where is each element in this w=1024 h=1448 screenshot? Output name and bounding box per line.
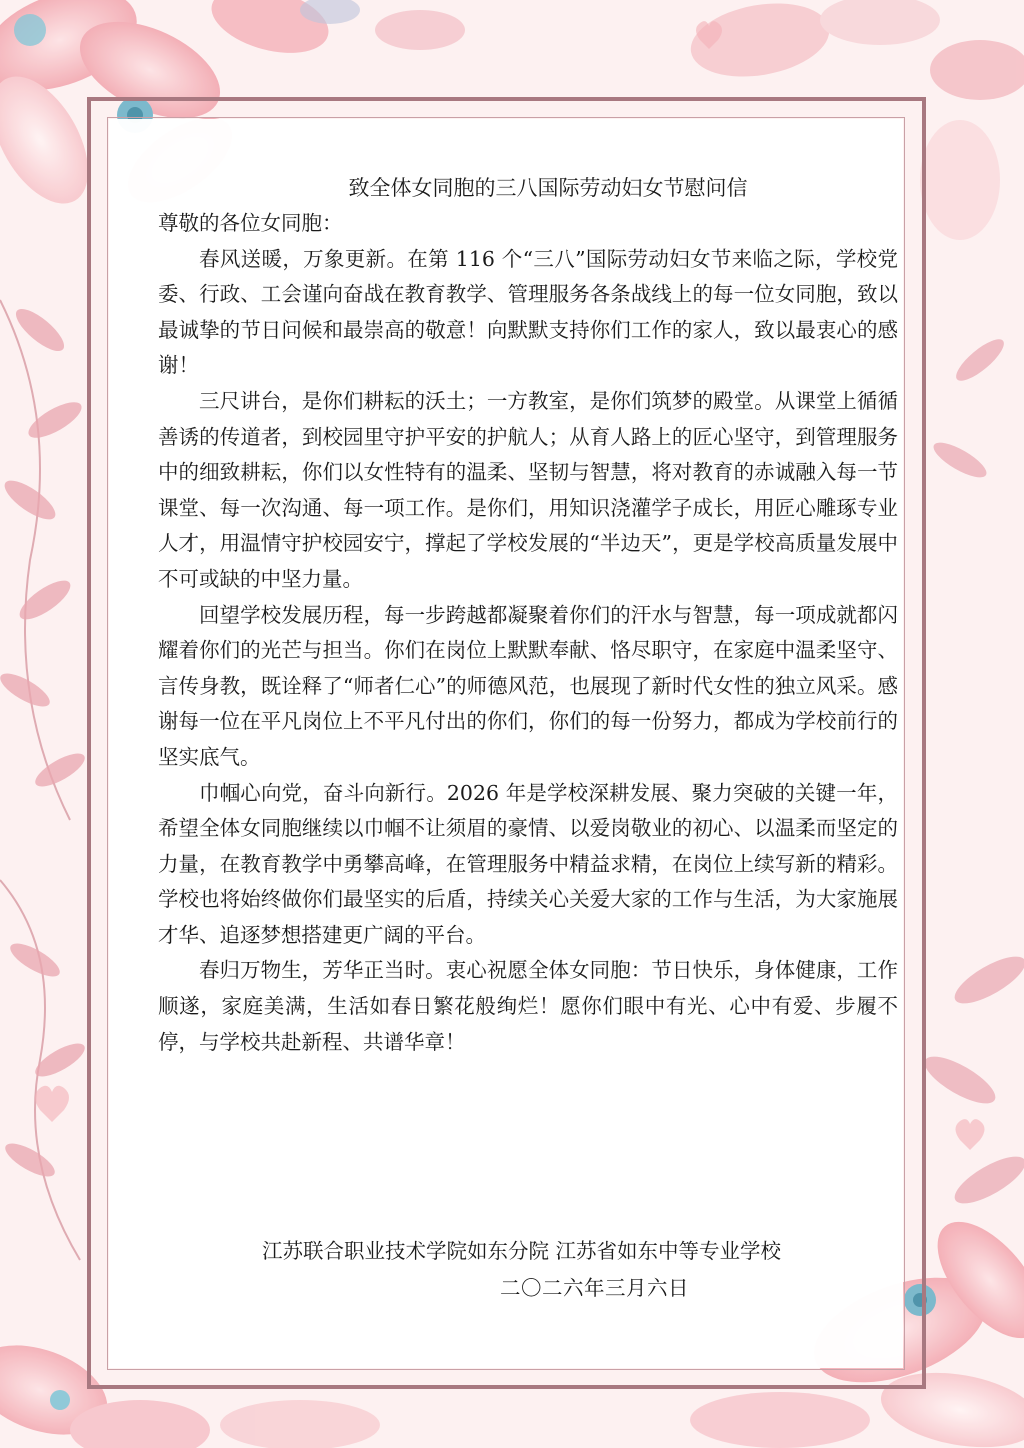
- paragraph-4: 巾帼心向党，奋斗向新行。2026 年是学校深耕发展、聚力突破的关键一年，希望全体女同胞继续以巾帼不让须眉的豪情、以爱岗敬业的初心、以温柔而坚定的力量，在教育教学中勇攀高峰，在管理服务中精益求精，在岗位上续写新的精彩。学校也将始终做你们最坚实的后盾，持续关心关爱大家的工作与生活，为大家施展才华、追逐梦想搭建更广阔的平台。: [158, 780, 898, 947]
- letter-body: [158, 170, 898, 1060]
- salutation: 尊敬的各位女同胞：: [158, 211, 343, 235]
- letter-title: 致全体女同胞的三八国际劳动妇女节慰问信: [348, 176, 748, 200]
- signature-date: 二〇二六年三月六日: [500, 1276, 689, 1300]
- paragraph-2: 三尺讲台，是你们耕耘的沃土；一方教室，是你们筑梦的殿堂。从课堂上循循善诱的传道者，到校园里守护平安的护航人；从育人路上的匠心坚守，到管理服务中的细致耕耘，你们以女性特有的温柔、坚韧与智慧，将对教育的赤诚融入每一节课堂、每一次沟通、每一项工作。是你们，用知识浇灌学子成长，用匠心雕琢专业人才，用温情守护校园安宁，撑起了学校发展的“半边天”，更是学校高质量发展中不可或缺的中坚力量。: [158, 388, 898, 591]
- paragraph-5: 春归万物生，芳华正当时。衷心祝愿全体女同胞：节日快乐，身体健康，工作顺遂，家庭美满，生活如春日繁花般绚烂！愿你们眼中有光、心中有爱、步履不停，与学校共赴新程、共谱华章！: [158, 958, 898, 1054]
- signature-organization: 江苏联合职业技术学院如东分院 江苏省如东中等专业学校: [262, 1239, 782, 1263]
- paragraph-1: 春风送暖，万象更新。在第 116 个“三八”国际劳动妇女节来临之际，学校党委、行政、工会谨向奋战在教育教学、管理服务各条战线上的每一位女同胞，致以最诚挚的节日问候和最崇高的敬意！向默默支持你们工作的家人，致以最衷心的感谢！: [158, 246, 898, 378]
- paragraph-3: 回望学校发展历程，每一步跨越都凝聚着你们的汗水与智慧，每一项成就都闪耀着你们的光芒与担当。你们在岗位上默默奉献、恪尽职守，在家庭中温柔坚守、言传身教，既诠释了“师者仁心”的师德风范，也展现了新时代女性的独立风采。感谢每一位在平凡岗位上不平凡付出的你们，你们的每一份努力，都成为学校前行的坚实底气。: [158, 602, 898, 769]
